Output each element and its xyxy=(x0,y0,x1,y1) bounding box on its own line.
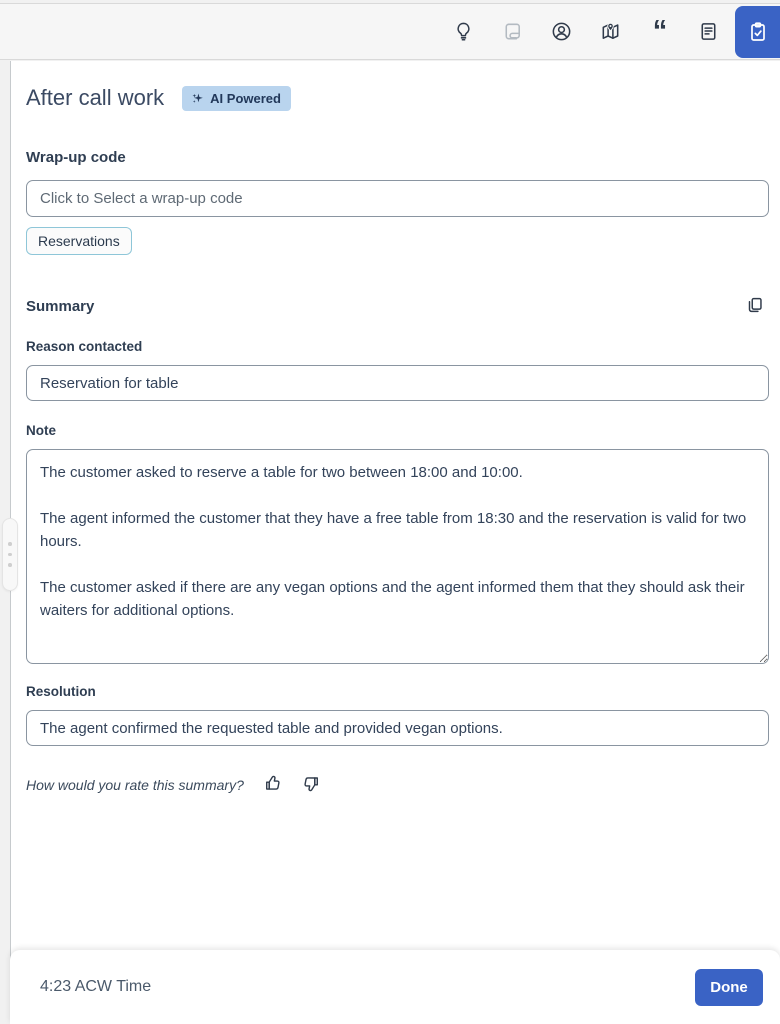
reason-contacted-label: Reason contacted xyxy=(26,339,143,354)
scroll-icon[interactable] xyxy=(488,4,537,60)
note-textarea[interactable] xyxy=(26,449,769,664)
reason-contacted-input[interactable] xyxy=(26,365,769,401)
done-button[interactable]: Done xyxy=(695,969,763,1006)
acw-footer xyxy=(10,950,780,1024)
acw-timer: 4:23 ACW Time xyxy=(40,978,152,995)
quote-icon[interactable]: “ xyxy=(635,4,684,60)
map-icon[interactable] xyxy=(586,4,635,60)
page-title: After call work xyxy=(26,85,165,110)
summary-heading: Summary xyxy=(26,298,95,315)
notes-icon[interactable] xyxy=(684,4,733,60)
thumbs-up-icon[interactable] xyxy=(262,773,283,797)
sparkle-icon xyxy=(190,91,205,106)
ai-powered-badge xyxy=(182,86,291,111)
rating-prompt: How would you rate this summary? xyxy=(26,777,244,793)
wrapup-chip-reservations[interactable]: Reservations xyxy=(26,227,132,255)
after-call-work-panel xyxy=(10,61,780,1024)
ai-powered-label: AI Powered xyxy=(210,90,281,106)
resolution-label: Resolution xyxy=(26,684,96,699)
profile-icon[interactable] xyxy=(537,4,586,60)
after-call-work-icon[interactable] xyxy=(735,6,780,58)
top-toolbar xyxy=(0,3,780,60)
copy-icon[interactable] xyxy=(744,294,766,319)
wrapup-code-label: Wrap-up code xyxy=(26,149,126,166)
note-label: Note xyxy=(26,423,56,438)
lightbulb-icon[interactable] xyxy=(439,4,488,60)
wrapup-code-input[interactable] xyxy=(26,180,769,217)
panel-resize-handle[interactable] xyxy=(2,518,18,591)
resolution-input[interactable] xyxy=(26,710,769,746)
thumbs-down-icon[interactable] xyxy=(301,773,322,797)
